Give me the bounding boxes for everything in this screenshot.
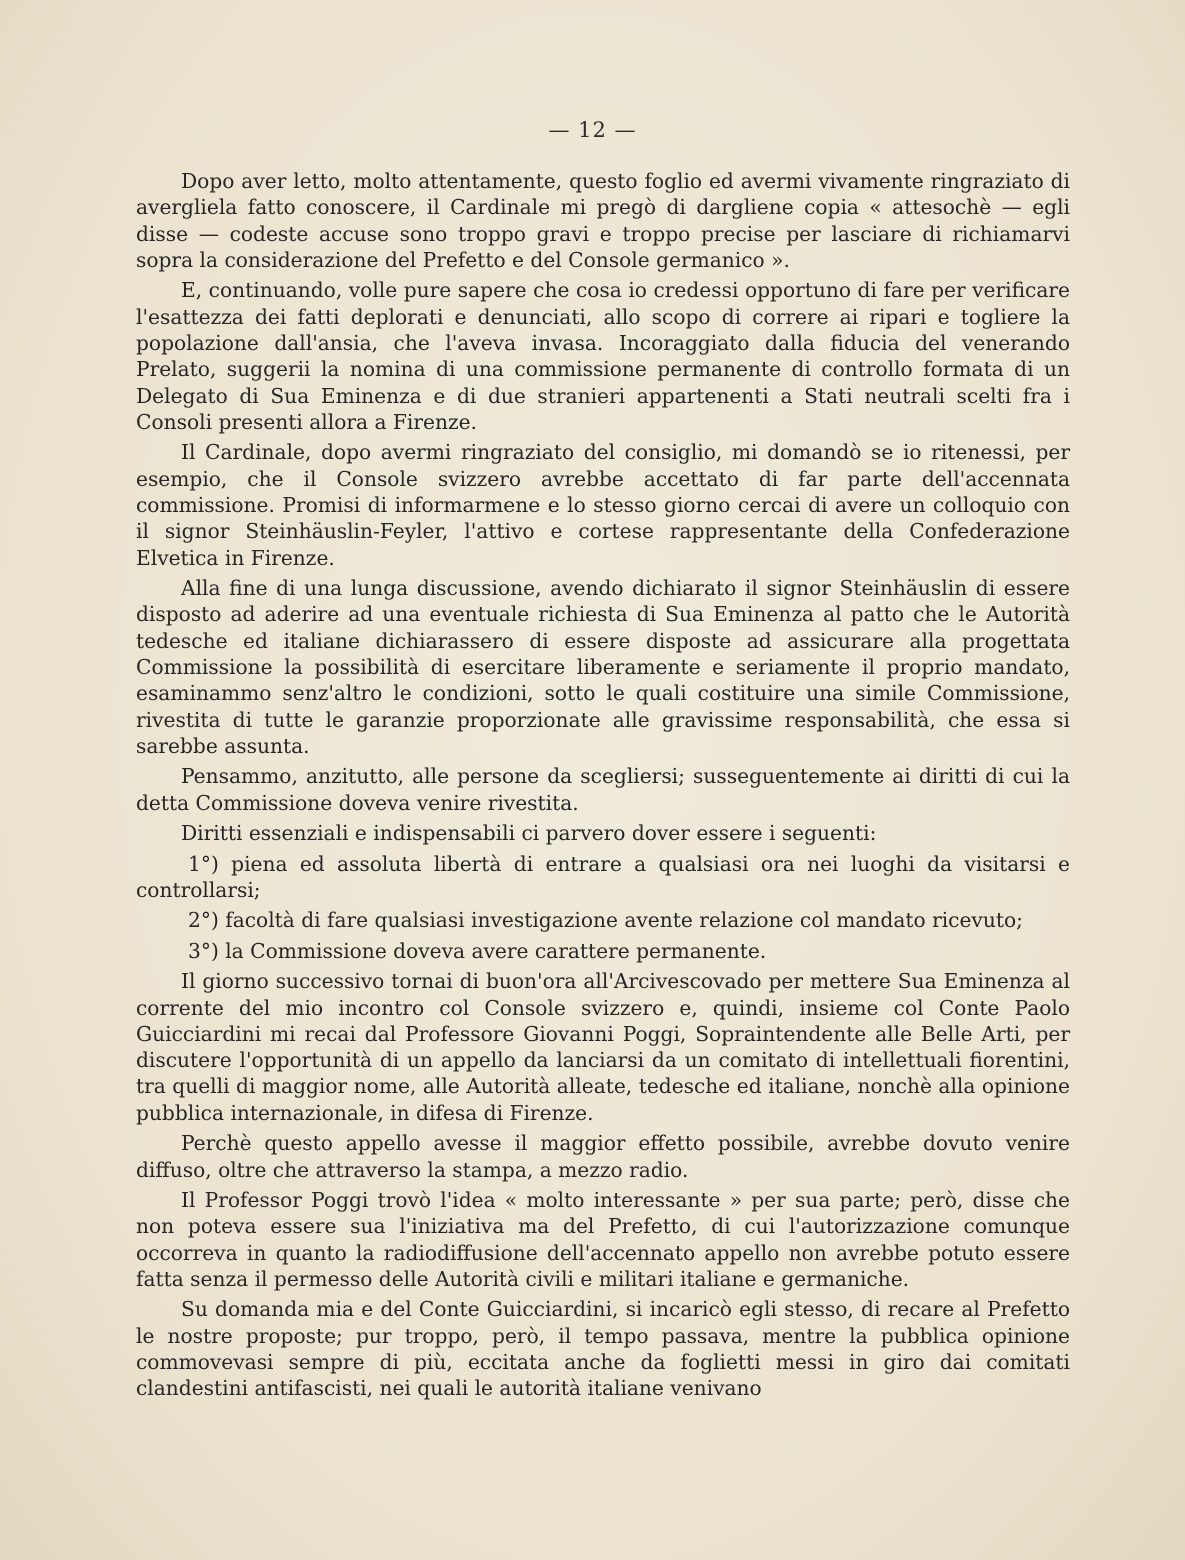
paragraph: Dopo aver letto, molto attentamente, questo foglio ed avermi vivamente ringraziato di avergliela fatto conoscere, il Cardinale mi pregò di dargliene copia « attesochè — egli disse — codeste accuse sono troppo gravi e troppo precise per lasciare di richiamarvi sopra la considerazione del Prefetto e del Console germanico ». bbox=[136, 169, 1070, 272]
paragraph: Il Professor Poggi trovò l'idea « molto interessante » per sua parte; però, disse che non poteva essere sua l'iniziativa ma del Prefetto, di cui l'autorizzazione comunque occorreva in quanto la radiodiffusione dell'accennato appello non avrebbe potuto essere fatta senza il permesso delle Autorità civili e militari italiane e germaniche. bbox=[136, 1188, 1070, 1291]
paragraph: Diritti essenziali e indispensabili ci parvero dover essere i seguenti: bbox=[181, 821, 877, 846]
list-item: 2°) facoltà di fare qualsiasi investigazione avente relazione col mandato ricevuto; bbox=[188, 908, 1023, 933]
list-item: 3°) la Commissione doveva avere carattere permanente. bbox=[188, 938, 767, 963]
paragraph: E, continuando, volle pure sapere che cosa io credessi opportuno di fare per verificare l'esattezza dei fatti deplorati e denunciati, allo scopo di correre ai ripari e togliere la popolazione dall'ansia, che l'aveva invasa. Incoraggiato dalla fiducia del venerando Prelato, suggerii la nomina di una commissione permanente di controllo formata di un Delegato di Sua Eminenza e di due stranieri appartenenti a Stati neutrali scelti fra i Consoli presenti allora a Firenze. bbox=[136, 278, 1070, 434]
paragraph: Il giorno successivo tornai di buon'ora all'Arcivescovado per mettere Sua Eminenza al corrente del mio incontro col Console svizzero e, quindi, insieme col Conte Paolo Guicciardini mi recai dal Professore Giovanni Poggi, Sopraintendente alle Belle Arti, per discutere l'opportunità di un appello da lanciarsi da un comitato di intellettuali fiorentini, tra quelli di maggior nome, alle Autorità alleate, tedesche ed italiane, nonchè alla opinione pubblica internazionale, in difesa di Firenze. bbox=[136, 969, 1070, 1125]
paragraph: Su domanda mia e del Conte Guicciardini, si incaricò egli stesso, di recare al Prefetto le nostre proposte; pur troppo, però, il tempo passava, mentre la pubblica opinione commovevasi sempre di più, eccitata anche da foglietti messi in giro dai comitati clandestini antifascisti, nei quali le autorità italiane venivano bbox=[136, 1297, 1070, 1401]
body-text bbox=[136, 168, 1070, 1406]
paragraph: Perchè questo appello avesse il maggior effetto possibile, avrebbe dovuto venire diffuso, oltre che attraverso la stampa, a mezzo radio. bbox=[136, 1131, 1070, 1182]
paragraph: Pensammo, anzitutto, alle persone da scegliersi; susseguentemente ai diritti di cui la detta Commissione doveva venire rivestita. bbox=[136, 764, 1070, 815]
paragraph: Alla fine di una lunga discussione, avendo dichiarato il signor Steinhäuslin di essere disposto ad aderire ad una eventuale richiesta di Sua Eminenza al patto che le Autorità tedesche ed italiane dichiarassero di essere disposte ad assicurare alla progettata Commissione la possibilità di esercitare liberamente e seriamente il proprio mandato, esaminammo senz'altro le condizioni, sotto le quali costituire una simile Commissione, rivestita di tutte le garanzie proporzionate alle gravissime responsabilità, che essa si sarebbe assunta. bbox=[136, 576, 1070, 758]
page-number: — 12 — bbox=[548, 118, 637, 142]
paragraph: Il Cardinale, dopo avermi ringraziato del consiglio, mi domandò se io ritenessi, per esempio, che il Console svizzero avrebbe accettato di far parte dell'accennata commissione. Promisi di informarmene e lo stesso giorno cercai di avere un colloquio con il signor Steinhäuslin-Feyler, l'attivo e cortese rappresentante della Confederazione Elvetica in Firenze. bbox=[136, 440, 1070, 570]
list-item: 1°) piena ed assoluta libertà di entrare a qualsiasi ora nei luoghi da visitarsi e controllarsi; bbox=[136, 851, 1070, 902]
